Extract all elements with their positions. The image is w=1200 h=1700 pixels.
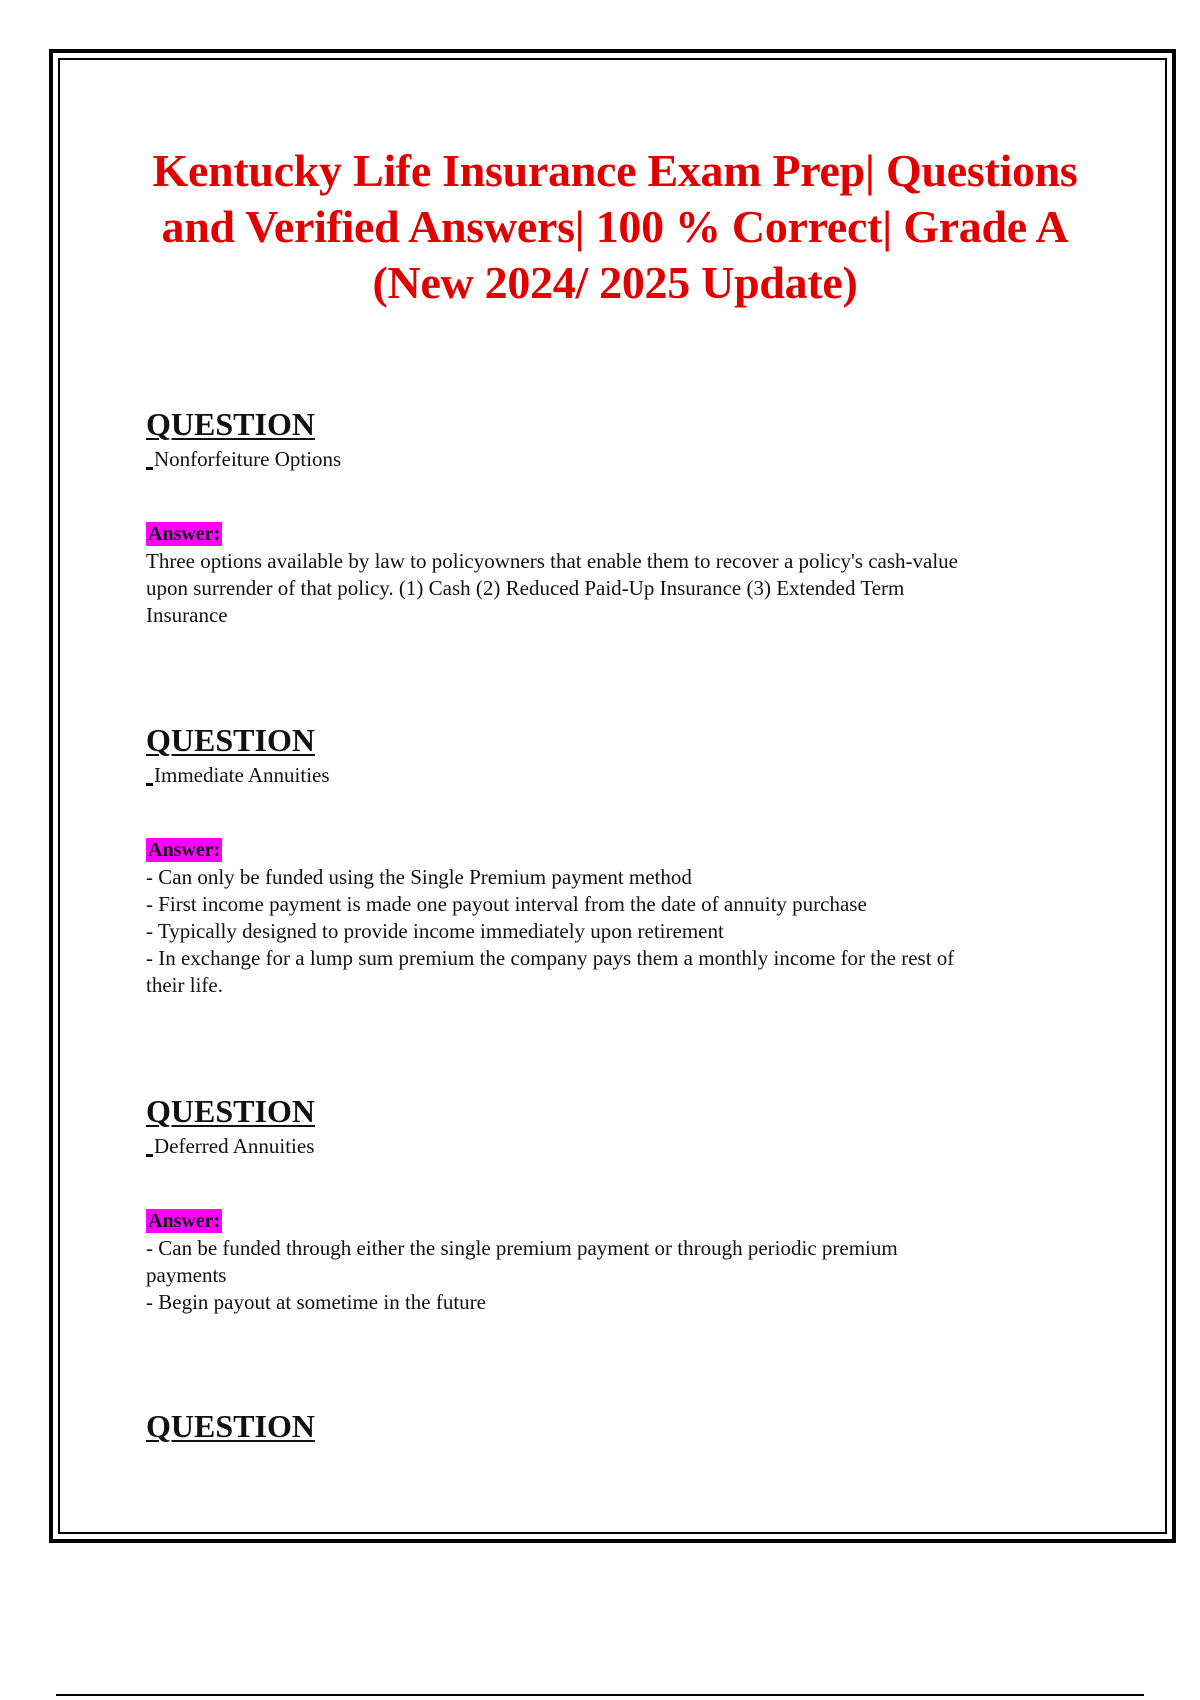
qa-block-2 bbox=[146, 722, 1086, 999]
bullet-mark bbox=[146, 783, 153, 786]
question-text-value: Deferred Annuities bbox=[154, 1134, 315, 1158]
bottom-rule bbox=[56, 1694, 1144, 1696]
answer-line: Insurance bbox=[146, 603, 228, 627]
answer-line: - Begin payout at sometime in the future bbox=[146, 1290, 486, 1314]
answer-line: upon surrender of that policy. (1) Cash (2) Reduced Paid-Up Insurance (3) Extended Term bbox=[146, 576, 905, 600]
document-title: Kentucky Life Insurance Exam Prep| Questions and Verified Answers| 100 % Correct| Grade A (New 2024/ 2025 Update) bbox=[152, 145, 1078, 308]
answer-line: - Can be funded through either the single premium payment or through periodic premium bbox=[146, 1236, 898, 1260]
question-heading: QUESTION bbox=[146, 406, 315, 442]
question-heading: QUESTION bbox=[146, 722, 315, 758]
question-heading: QUESTION bbox=[146, 1408, 315, 1444]
answer-line: - First income payment is made one payout interval from the date of annuity purchase bbox=[146, 892, 867, 916]
answer-text bbox=[146, 1235, 1086, 1316]
question-text-value: Immediate Annuities bbox=[154, 763, 330, 787]
qa-block-4 bbox=[146, 1408, 1086, 1444]
answer-label: Answer: bbox=[148, 839, 221, 861]
question-text bbox=[146, 1133, 1086, 1159]
qa-block-3 bbox=[146, 1093, 1086, 1316]
answer-line: Three options available by law to policyowners that enable them to recover a policy's cash-value bbox=[146, 549, 958, 573]
answer-line: - Can only be funded using the Single Premium payment method bbox=[146, 865, 692, 889]
answer-label: Answer: bbox=[148, 1210, 221, 1232]
bullet-mark bbox=[146, 1154, 153, 1157]
answer-line: their life. bbox=[146, 973, 223, 997]
qa-block-1 bbox=[146, 406, 1086, 629]
question-heading: QUESTION bbox=[146, 1093, 315, 1129]
bullet-mark bbox=[146, 467, 153, 470]
answer-label: Answer: bbox=[148, 523, 221, 545]
answer-line: - In exchange for a lump sum premium the company pays them a monthly income for the rest of bbox=[146, 946, 955, 970]
question-text bbox=[146, 446, 1086, 472]
answer-text bbox=[146, 864, 1086, 999]
answer-text bbox=[146, 548, 1086, 629]
answer-line: - Typically designed to provide income immediately upon retirement bbox=[146, 919, 724, 943]
answer-line: payments bbox=[146, 1263, 227, 1287]
question-text-value: Nonforfeiture Options bbox=[154, 447, 342, 471]
question-text bbox=[146, 762, 1086, 788]
